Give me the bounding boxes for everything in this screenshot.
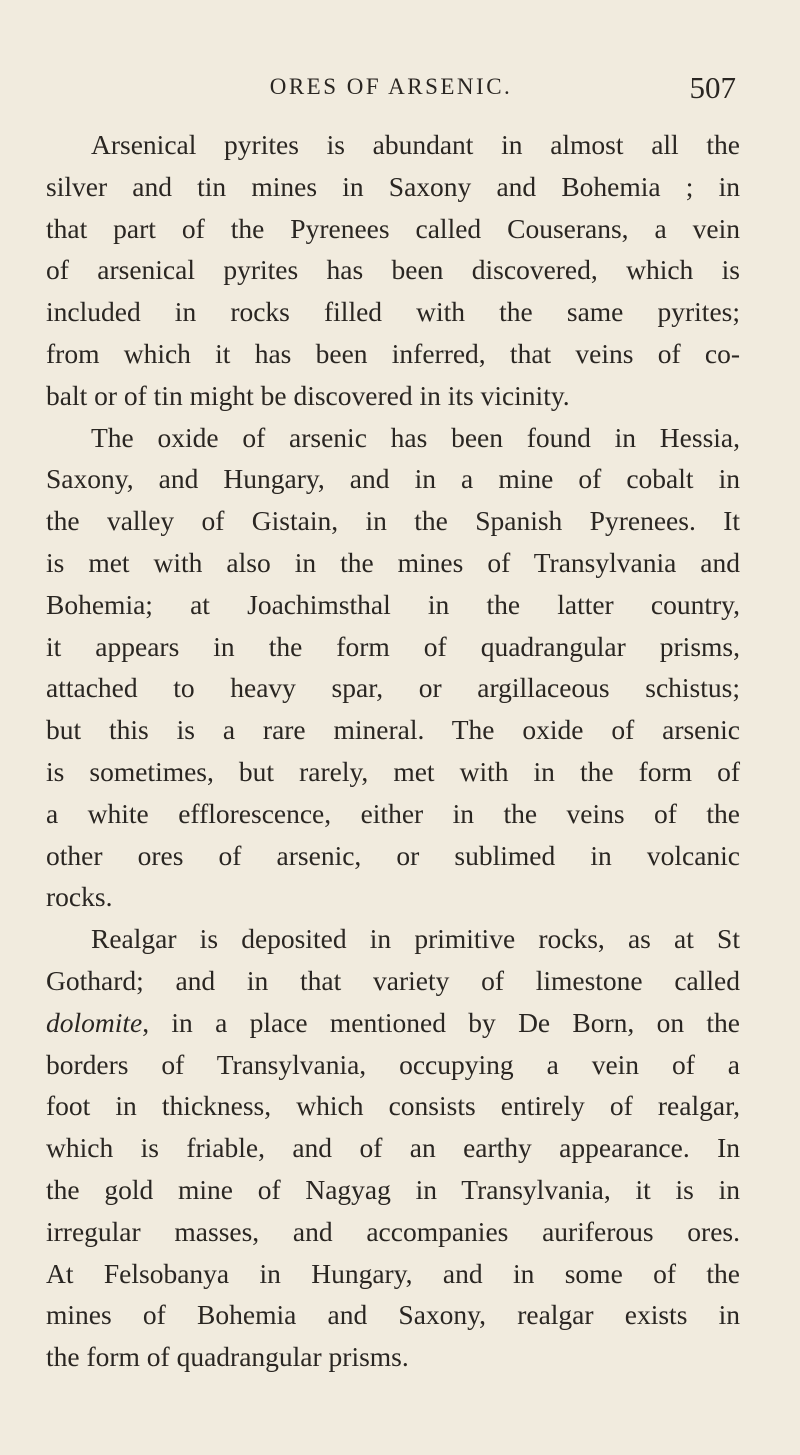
text-segment: of arsenical pyrites has been discovered, which is (46, 254, 740, 286)
running-title: ORES OF ARSENIC. (269, 74, 513, 99)
text-segment: other ores of arsenic, or sublimed in volcanic (46, 839, 740, 871)
text-segment: which is friable, and of an earthy appearance. In (46, 1132, 740, 1164)
text-line (46, 626, 740, 668)
text-line (46, 249, 740, 291)
text-line (46, 793, 740, 835)
text-segment: balt or of tin might be discovered in its vicinity. (46, 379, 570, 411)
text-segment: irregular masses, and accompanies auriferous ores. (46, 1215, 740, 1247)
text-line (46, 333, 740, 375)
text-line (46, 1336, 740, 1378)
text-segment: rocks. (46, 881, 113, 913)
text-segment: mines of Bohemia and Saxony, realgar exists in (46, 1299, 740, 1331)
text-line (46, 584, 740, 626)
text-line (46, 751, 740, 793)
text-segment: it appears in the form of quadrangular prisms, (46, 630, 740, 662)
text-segment: the form of quadrangular prisms. (46, 1341, 409, 1373)
text-segment: At Felsobanya in Hungary, and in some of the (46, 1257, 740, 1289)
text-line (46, 1294, 740, 1336)
text-line (46, 835, 740, 877)
text-segment: , in a place mentioned by De Born, on the (142, 1006, 740, 1038)
text-segment: is met with also in the mines of Transylvania and (46, 546, 740, 578)
text-segment: Arsenical pyrites is abundant in almost all the (91, 129, 740, 160)
text-segment: Realgar is deposited in primitive rocks, as at St (91, 923, 740, 955)
text-line (46, 124, 740, 166)
text-line (46, 918, 740, 960)
italic-term: dolomite (46, 1006, 143, 1038)
text-segment: a white efflorescence, either in the veins of the (46, 797, 740, 829)
text-line (46, 1127, 740, 1169)
text-line (46, 458, 740, 500)
text-line (46, 1211, 740, 1253)
text-line (46, 1169, 740, 1211)
text-segment: the gold mine of Nagyag in Transylvania, it is in (46, 1173, 740, 1205)
text-line (46, 375, 740, 417)
text-segment: but this is a rare mineral. The oxide of arsenic (46, 714, 740, 746)
text-line (46, 417, 740, 459)
text-line (46, 208, 740, 250)
text-segment: borders of Transylvania, occupying a vein of a (46, 1048, 740, 1080)
body-text (46, 124, 740, 1378)
text-segment: The oxide of arsenic has been found in Hessia, (91, 421, 740, 453)
text-line (46, 876, 740, 918)
text-segment: attached to heavy spar, or argillaceous schistus; (46, 672, 740, 704)
text-segment: is sometimes, but rarely, met with in the form of (46, 755, 740, 787)
text-line (46, 1044, 740, 1086)
text-line (46, 1002, 740, 1044)
text-line (46, 291, 740, 333)
running-head (46, 70, 736, 110)
text-segment: included in rocks filled with the same pyrites; (46, 296, 740, 328)
text-segment: that part of the Pyrenees called Couserans, a vein (46, 212, 740, 244)
text-line (46, 960, 740, 1002)
text-segment: silver and tin mines in Saxony and Bohemia ; in (46, 170, 740, 202)
text-segment: from which it has been inferred, that veins of co- (46, 337, 740, 369)
text-line (46, 1085, 740, 1127)
text-line (46, 542, 740, 584)
text-segment: foot in thickness, which consists entirely of realgar, (46, 1090, 740, 1122)
text-segment: Gothard; and in that variety of limestone called (46, 964, 740, 996)
text-line (46, 667, 740, 709)
text-line (46, 166, 740, 208)
text-segment: Saxony, and Hungary, and in a mine of cobalt in (46, 463, 740, 495)
text-segment: the valley of Gistain, in the Spanish Pyrenees. It (46, 505, 740, 537)
text-line (46, 709, 740, 751)
text-segment: Bohemia; at Joachimsthal in the latter country, (46, 588, 740, 620)
page-number: 507 (689, 70, 736, 105)
text-line (46, 1253, 740, 1295)
text-line (46, 500, 740, 542)
